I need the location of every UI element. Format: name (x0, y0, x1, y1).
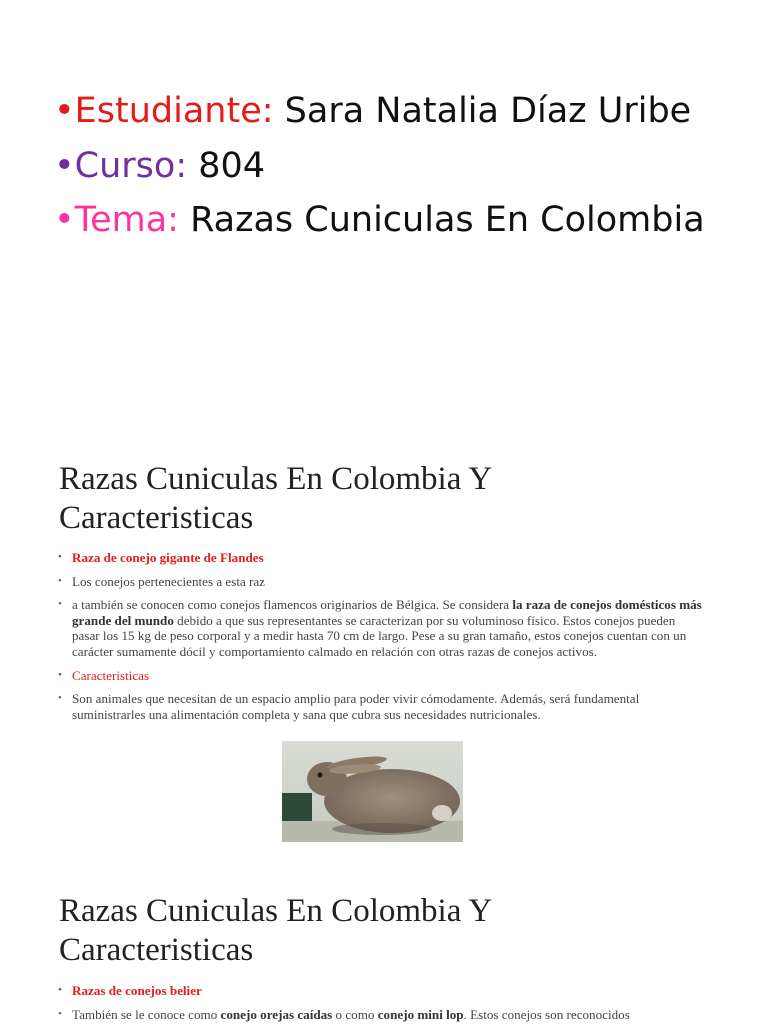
list-item (55, 668, 705, 684)
slide-cover (0, 0, 768, 420)
bullet-dot: • (58, 984, 62, 996)
title-line: Razas Cuniculas En Colombia Y (59, 893, 493, 929)
topic-line (54, 200, 705, 240)
student-label: Estudiante: (74, 91, 274, 131)
paragraph-part: También se le conoce como (72, 1006, 221, 1022)
breed-title: Raza de conejo gigante de Flandes (72, 550, 264, 565)
list-item (55, 597, 705, 659)
student-line (54, 91, 692, 131)
bullet: • (54, 146, 75, 186)
slide-title (59, 892, 719, 970)
paragraph: Los conejos pertenecientes a esta raz (72, 573, 266, 589)
characteristics-label: Caracteristicas (72, 667, 150, 683)
title-line: Caracteristicas (59, 500, 254, 536)
bullet-dot: • (58, 1007, 62, 1020)
topic-label: Tema: (74, 200, 179, 240)
slide-title (59, 460, 719, 538)
breed-title: Razas de conejos belier (72, 983, 202, 998)
course-line (54, 146, 266, 186)
bullet: • (54, 200, 75, 240)
bullet-dot: • (58, 598, 62, 611)
paragraph-part: . Estos conejos son reconocidos (463, 1006, 630, 1022)
topic-value: Razas Cuniculas En Colombia (178, 200, 705, 240)
paragraph: Son animales que necesitan de un espacio amplio para poder vivir cómodamente. Además, será fundamental suministrarles una alimentación completa y sana que cubra sus necesidades nutricionales. (72, 691, 640, 722)
bullet-list (55, 550, 705, 730)
list-item (55, 983, 705, 999)
bullet: • (54, 91, 75, 131)
bullet-dot: • (58, 692, 62, 705)
course-label: Curso: (74, 146, 188, 186)
bullet-dot: • (58, 551, 62, 563)
bullet-list (55, 983, 705, 1030)
paragraph-bold: conejo orejas caídas (220, 1006, 333, 1022)
list-item (55, 550, 705, 566)
title-line: Caracteristicas (59, 932, 254, 968)
paragraph-part: a también se conocen como conejos flamencos originarios de Bélgica. Se considera (72, 597, 513, 613)
bullet-dot: • (58, 668, 62, 681)
list-item (55, 691, 705, 722)
paragraph-part: debido a que sus representantes se caracterizan por su voluminoso físico. Estos conejos pueden pasar los 15 kg de peso corporal y a medir hasta 70 cm de largo. Pese a su gran tamaño, estos conejos cuentan con un carácter sumamente dócil y comportamiento calmado en relación con otras razas de conejos activos. (72, 612, 687, 659)
paragraph-bold: conejo mini lop (377, 1006, 464, 1022)
student-name: Sara Natalia Díaz Uribe (273, 91, 692, 131)
course-value: 804 (187, 146, 266, 186)
title-line: Razas Cuniculas En Colombia Y (59, 461, 493, 497)
paragraph-part: o como (332, 1006, 378, 1022)
rabbit-photo (282, 741, 463, 842)
list-item (55, 1007, 705, 1023)
paragraph-bold: la raza de conejos domésticos más grande del mundo (72, 597, 702, 628)
bullet-dot: • (58, 574, 62, 587)
list-item (55, 574, 705, 590)
